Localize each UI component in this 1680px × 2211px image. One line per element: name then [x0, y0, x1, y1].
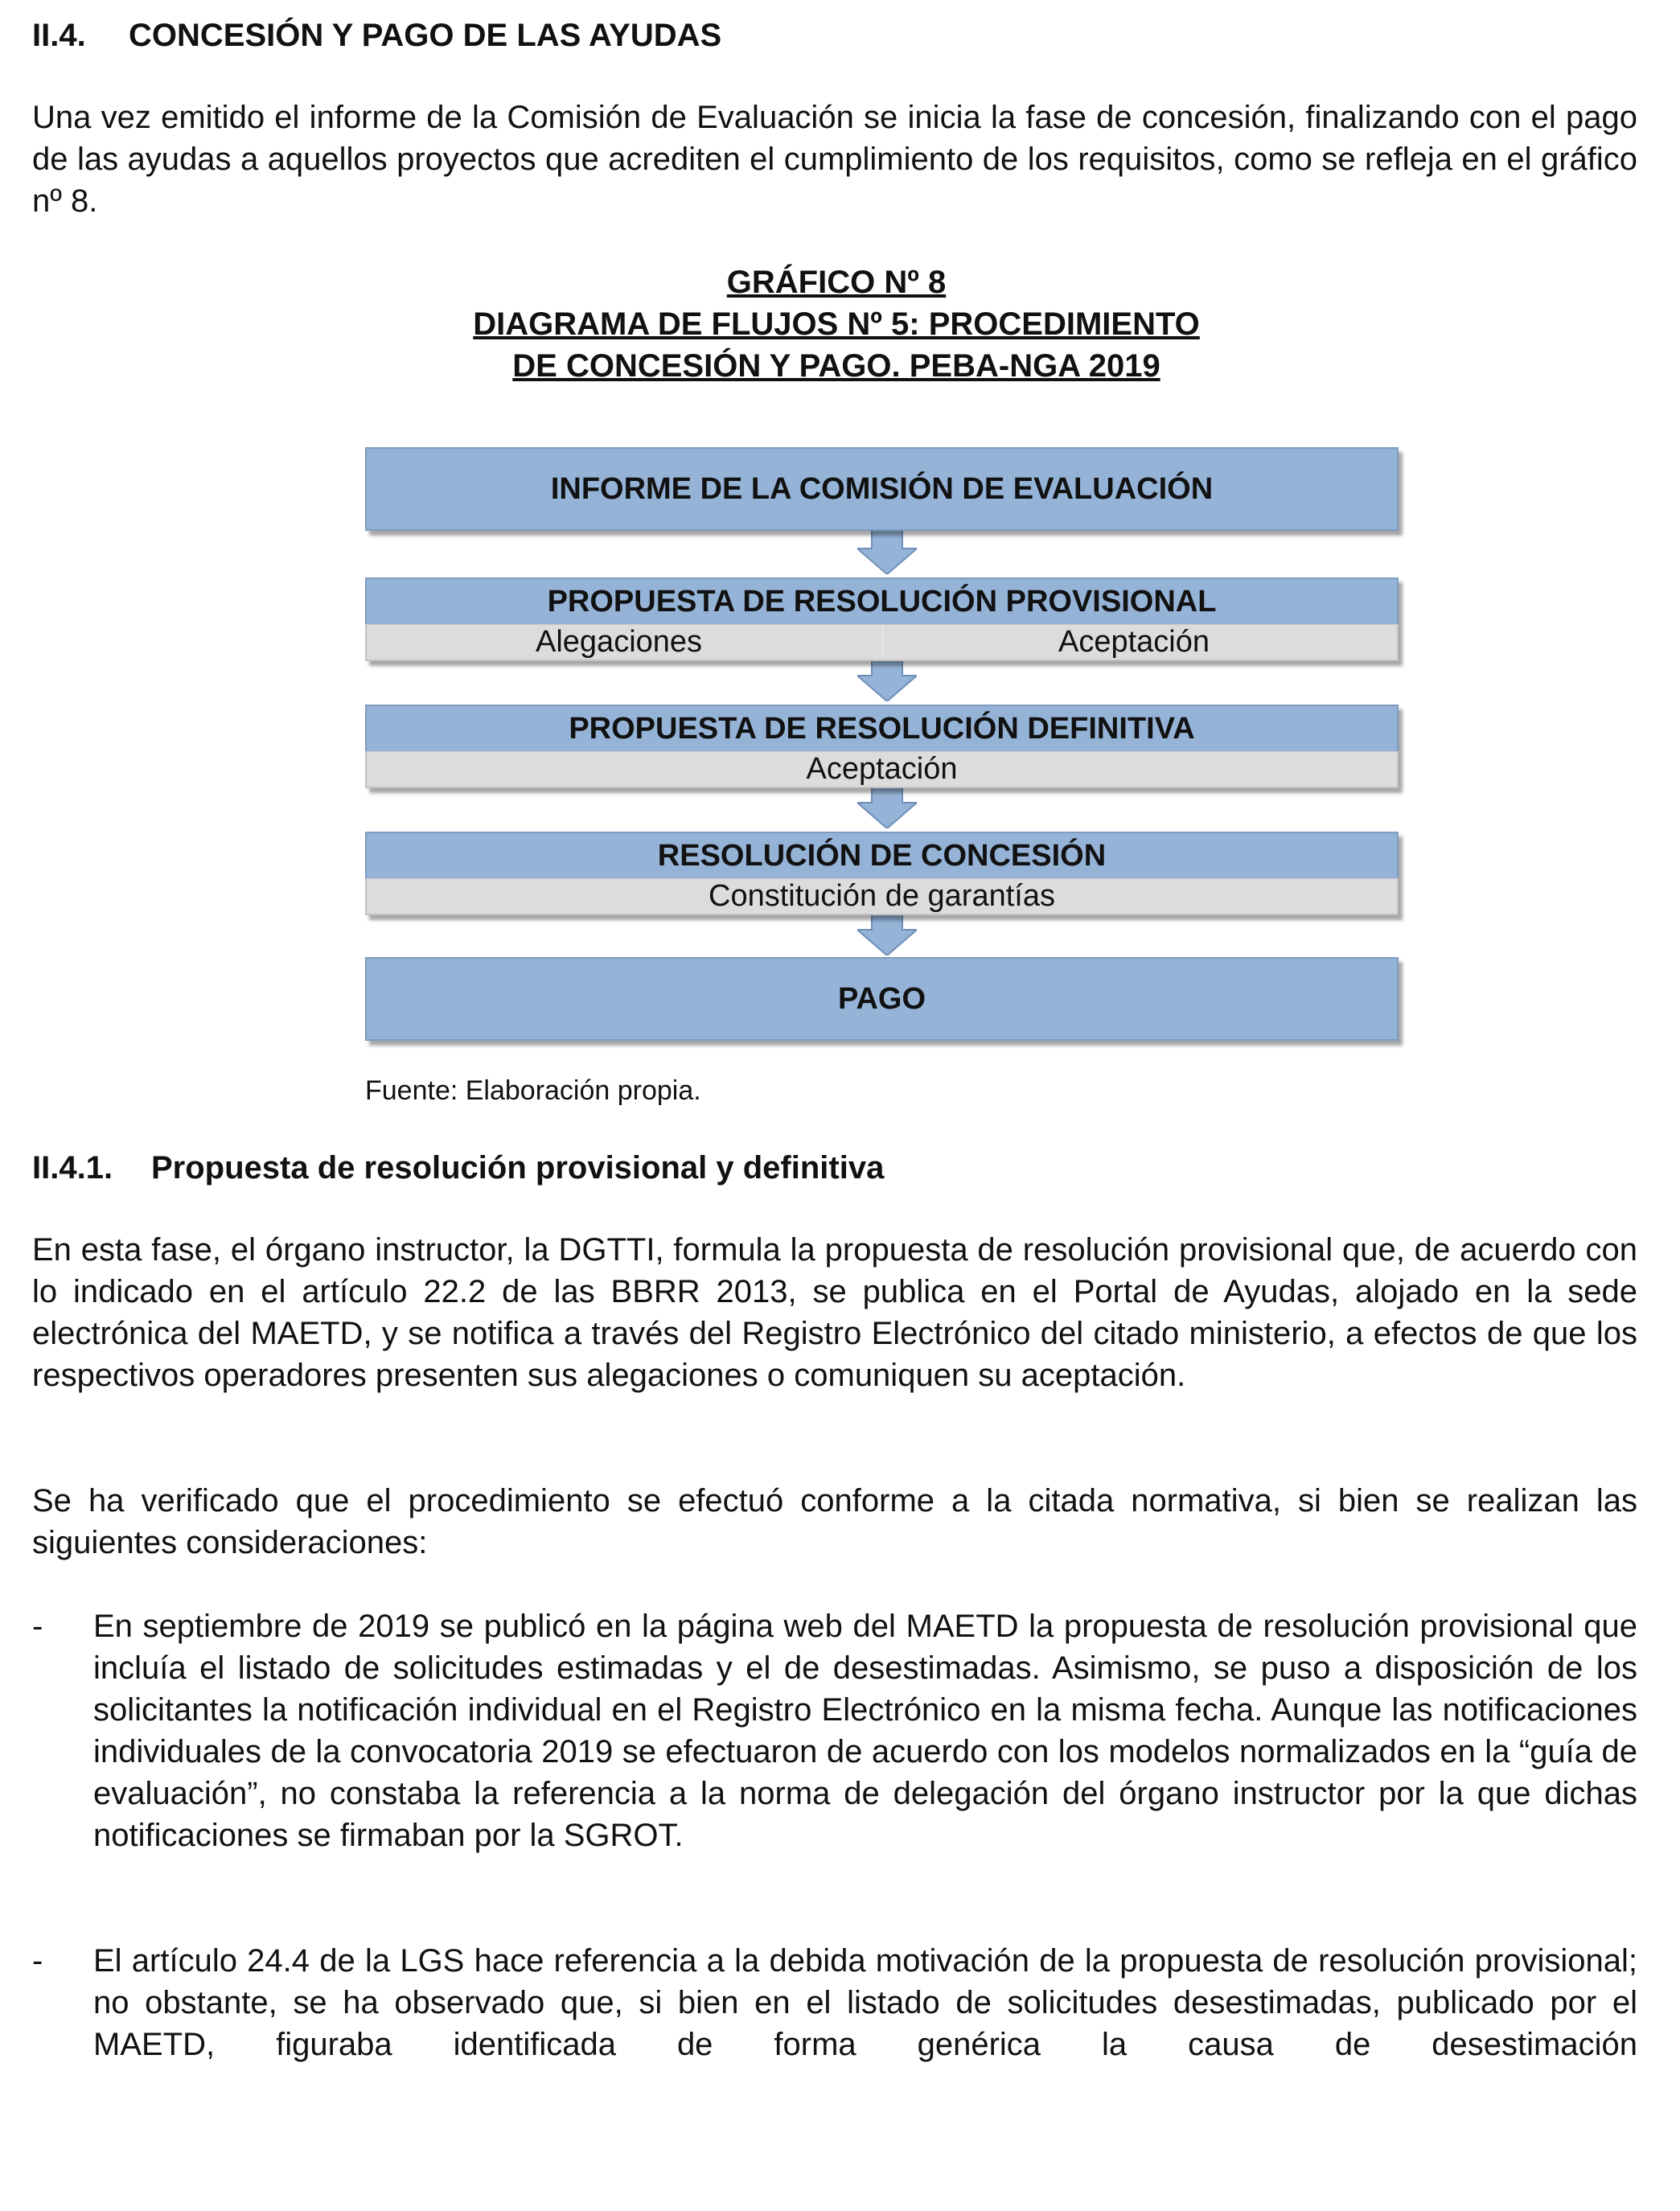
list-item-text: El artículo 24.4 de la LGS hace referencia a la debida motivación de la propuesta de resolución provisional; no obstante, se ha observado que, si bien en el listado de solicitudes desestimadas, publicado por el MAETD, figuraba identificada de forma genérica la causa de desestimación [93, 1943, 1637, 2062]
bullet-marker: - [32, 1943, 43, 1979]
down-arrow-icon [857, 909, 917, 955]
divider [882, 625, 883, 660]
flow-step-title: PROPUESTA DE RESOLUCIÓN DEFINITIVA [365, 705, 1399, 751]
chart-title-line: DE CONCESIÓN Y PAGO. PEBA-NGA 2019 [512, 348, 1160, 384]
list-item-text: En septiembre de 2019 se publicó en la página web del MAETD la propuesta de resolución provisional que incluía el listado de solicitudes estimadas y el de desestimadas. Asimismo, se puso a disposición de los solicitantes la notificación individual en el Registro Electrónico en la misma fecha. Aunque las notificaciones individuales de la convocatoria 2019 se efectuaron de acuerdo con los modelos normalizados en la “guía de evaluación”, no constaba la referencia a la norma de delegación del órgano instructor por la que dichas notificaciones se firmaban por la SGROT. [93, 1609, 1637, 1853]
flow-step-informe: INFORME DE LA COMISIÓN DE EVALUACIÓN [365, 447, 1399, 531]
flow-step-sub: Aceptación [365, 751, 1399, 788]
subsection-title: Propuesta de resolución provisional y definitiva [151, 1150, 885, 1186]
flow-step-concesion [365, 832, 1399, 915]
flow-step-provisional [365, 577, 1399, 661]
flow-step-options [365, 624, 1399, 661]
bullet-marker: - [32, 1609, 43, 1644]
chart-title-line: GRÁFICO Nº 8 [726, 265, 947, 300]
chart-title-line: DIAGRAMA DE FLUJOS Nº 5: PROCEDIMIENTO [473, 306, 1200, 342]
subsection-heading [32, 1149, 884, 1187]
chart-source: Fuente: Elaboración propia. [365, 1075, 701, 1106]
flow-step-pago: PAGO [365, 957, 1399, 1041]
flow-step-definitiva [365, 705, 1399, 788]
flow-diagram [0, 0, 1680, 1078]
down-arrow-icon [857, 782, 917, 828]
section-title: CONCESIÓN Y PAGO DE LAS AYUDAS [129, 18, 722, 53]
intro-paragraph: Una vez emitido el informe de la Comisión de Evaluación se inicia la fase de concesión, finalizando con el pago de las ayudas a aquellos proyectos que acrediten el cumplimiento de los requisitos, como se refleja en el gráfico nº 8. [32, 100, 1637, 219]
flow-option-aceptacion: Aceptación [1058, 625, 1210, 659]
flow-step-title: PROPUESTA DE RESOLUCIÓN PROVISIONAL [365, 577, 1399, 624]
down-arrow-icon [857, 528, 917, 574]
flow-step-title: RESOLUCIÓN DE CONCESIÓN [365, 832, 1399, 878]
down-arrow-icon [857, 655, 917, 701]
flow-option-alegaciones: Alegaciones [536, 625, 703, 659]
body-paragraph: Se ha verificado que el procedimiento se efectuó conforme a la citada normativa, si bien se realizan las siguientes consideraciones: [32, 1483, 1637, 1560]
body-paragraph: En esta fase, el órgano instructor, la DGTTI, formula la propuesta de resolución provisional que, de acuerdo con lo indicado en el artículo 22.2 de las BBRR 2013, se publica en el Portal de Ayudas, alojado en la sede electrónica del MAETD, y se notifica a través del Registro Electrónico del citado ministerio, a efectos de que los respectivos operadores presenten sus alegaciones o comuniquen su aceptación. [32, 1232, 1637, 1393]
section-number: II.4. [32, 18, 86, 53]
flow-step-sub: Constitución de garantías [365, 878, 1399, 915]
subsection-number: II.4.1. [32, 1150, 113, 1186]
